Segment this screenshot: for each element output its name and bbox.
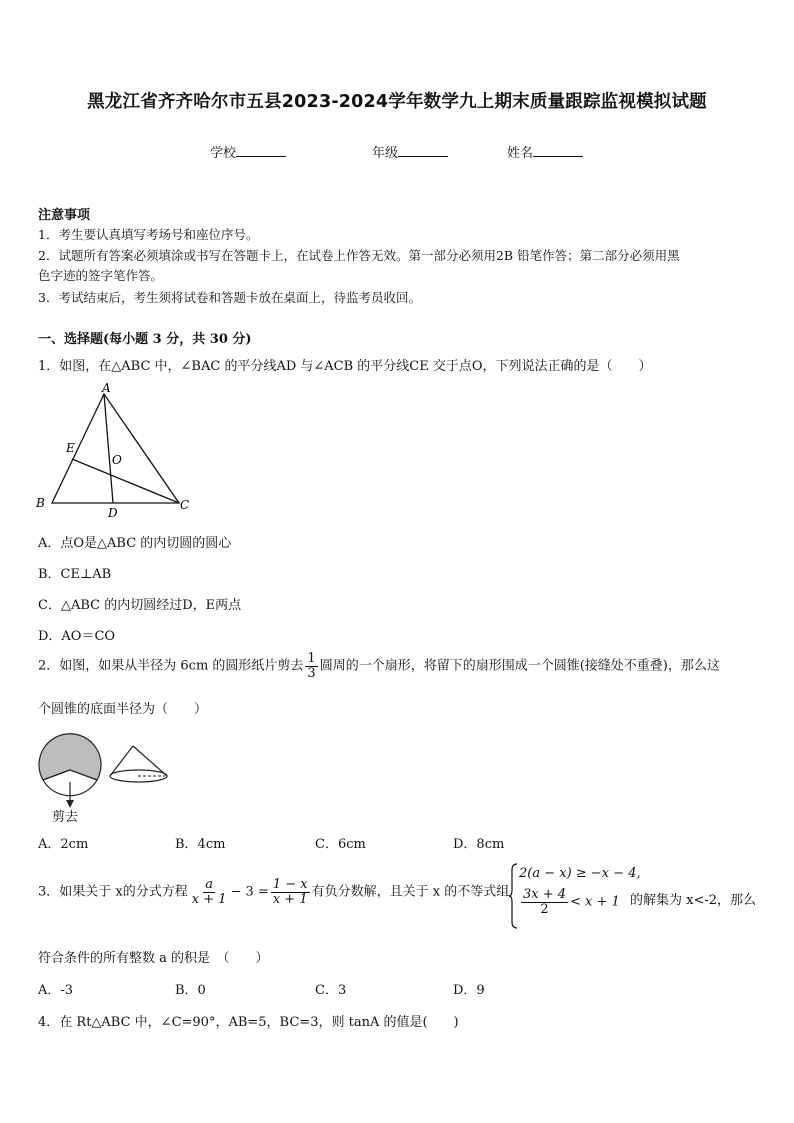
note-item: 3．考试结束后，考生须将试卷和答题卡放在桌面上，待监考员收回。 — [38, 290, 421, 305]
q3-option-b: B．0 — [175, 983, 206, 998]
label-b: B — [36, 496, 45, 510]
q2-fraction — [305, 652, 317, 680]
label-o: O — [112, 453, 122, 467]
question-1-stem: 1．如图，在△ABC 中，∠BAC 的平分线AD 与∠ACB 的平分线CE 交于点O，下列说法正确的是（ ） — [38, 359, 652, 374]
q2-frac-num: 1 — [307, 651, 316, 666]
grade-blank — [398, 144, 448, 157]
question-4-stem: 4．在 Rt△ABC 中，∠C=90°，AB=5，BC=3，则 tanA 的值是( ) — [38, 1015, 459, 1030]
q2-option-d: D．8cm — [453, 837, 505, 852]
note-item: 2．试题所有答案必须填涂或书写在答题卡上，在试卷上作答无效。第一部分必须用2B 铅笔作答；第二部分必须用黑 — [38, 248, 680, 263]
question-2-stem — [38, 652, 720, 680]
q1-option-d: D．AO＝CO — [38, 629, 116, 644]
q2-stem-a: 2．如图，如果从半径为 6cm 的圆形纸片剪去 — [38, 658, 304, 674]
q3-ineq-2 — [519, 888, 620, 916]
q3-ineq-frac — [521, 888, 568, 916]
label-d: D — [108, 506, 118, 520]
grade-label: 年级 — [372, 146, 399, 161]
note-item: 色字迹的签字笔作答。 — [38, 268, 164, 283]
q2-frac-den: 3 — [307, 665, 316, 681]
q1-option-c: C．△ABC 的内切圆经过D，E两点 — [38, 598, 242, 613]
triangle-figure — [30, 380, 200, 520]
q3-stem-a: 3．如果关于 x的分式方程 — [38, 884, 188, 900]
q3-stem-d: 符合条件的所有整数 a 的积是 （ ） — [38, 951, 269, 966]
name-label: 姓名 — [507, 146, 534, 161]
grade-field — [372, 142, 448, 161]
q3-frac-1 — [190, 878, 229, 906]
q3-ineq-frac-num: 3x + 4 — [523, 887, 567, 902]
q3-option-a: A．-3 — [38, 983, 74, 998]
name-blank — [533, 144, 583, 157]
q3-frac-1-den: x + 1 — [191, 891, 227, 907]
name-field — [507, 142, 583, 161]
q3-ineq-1: 2(a − x) ≥ −x − 4, — [519, 866, 641, 881]
q2-option-a: A．2cm — [38, 837, 89, 852]
school-label: 学校 — [210, 146, 237, 161]
label-a: A — [102, 381, 111, 395]
q3-option-c: C．3 — [315, 983, 347, 998]
q3-eq-mid: − 3 = — [230, 884, 269, 900]
q3-frac-2-num: 1 − x — [272, 877, 308, 892]
q3-option-d: D．9 — [453, 983, 485, 998]
notes-heading: 注意事项 — [38, 208, 91, 223]
q3-ineq-frac-den: 2 — [540, 901, 549, 917]
note-item: 1．考生要认真填写考场号和座位序号。 — [38, 227, 259, 242]
q3-frac-2-den: x + 1 — [272, 891, 308, 907]
q3-frac-2 — [271, 878, 310, 906]
question-3-stem — [38, 878, 509, 906]
q3-stem-b: 有负分数解，且关于 x 的不等式组 — [311, 884, 510, 900]
q3-stem-c: 的解集为 x<-2，那么 — [630, 893, 757, 908]
left-brace-icon — [508, 862, 518, 930]
q2-option-b: B．4cm — [175, 837, 226, 852]
section-heading: 一、选择题(每小题 3 分，共 30 分) — [38, 332, 252, 347]
q2-option-c: C．6cm — [315, 837, 366, 852]
q2-stem-b: 圆周的一个扇形，将留下的扇形围成一个圆锥(接缝处不重叠)，那么这 — [319, 658, 720, 674]
q3-ineq-rest: < x + 1 — [570, 894, 620, 910]
q2-stem-c: 个圆锥的底面半径为（ ） — [38, 702, 208, 717]
label-c: C — [180, 498, 190, 512]
q1-option-b: B．CE⊥AB — [38, 567, 112, 582]
q3-frac-1-num: a — [205, 877, 214, 892]
school-field — [210, 142, 286, 161]
q1-option-a: A．点O是△ABC 的内切圆的圆心 — [38, 536, 232, 551]
school-blank — [236, 144, 286, 157]
page-title: 黑龙江省齐齐哈尔市五县2023-2024学年数学九上期末质量跟踪监视模拟试题 — [87, 92, 707, 112]
label-e: E — [66, 441, 75, 455]
cut-label: 剪去 — [52, 810, 79, 825]
